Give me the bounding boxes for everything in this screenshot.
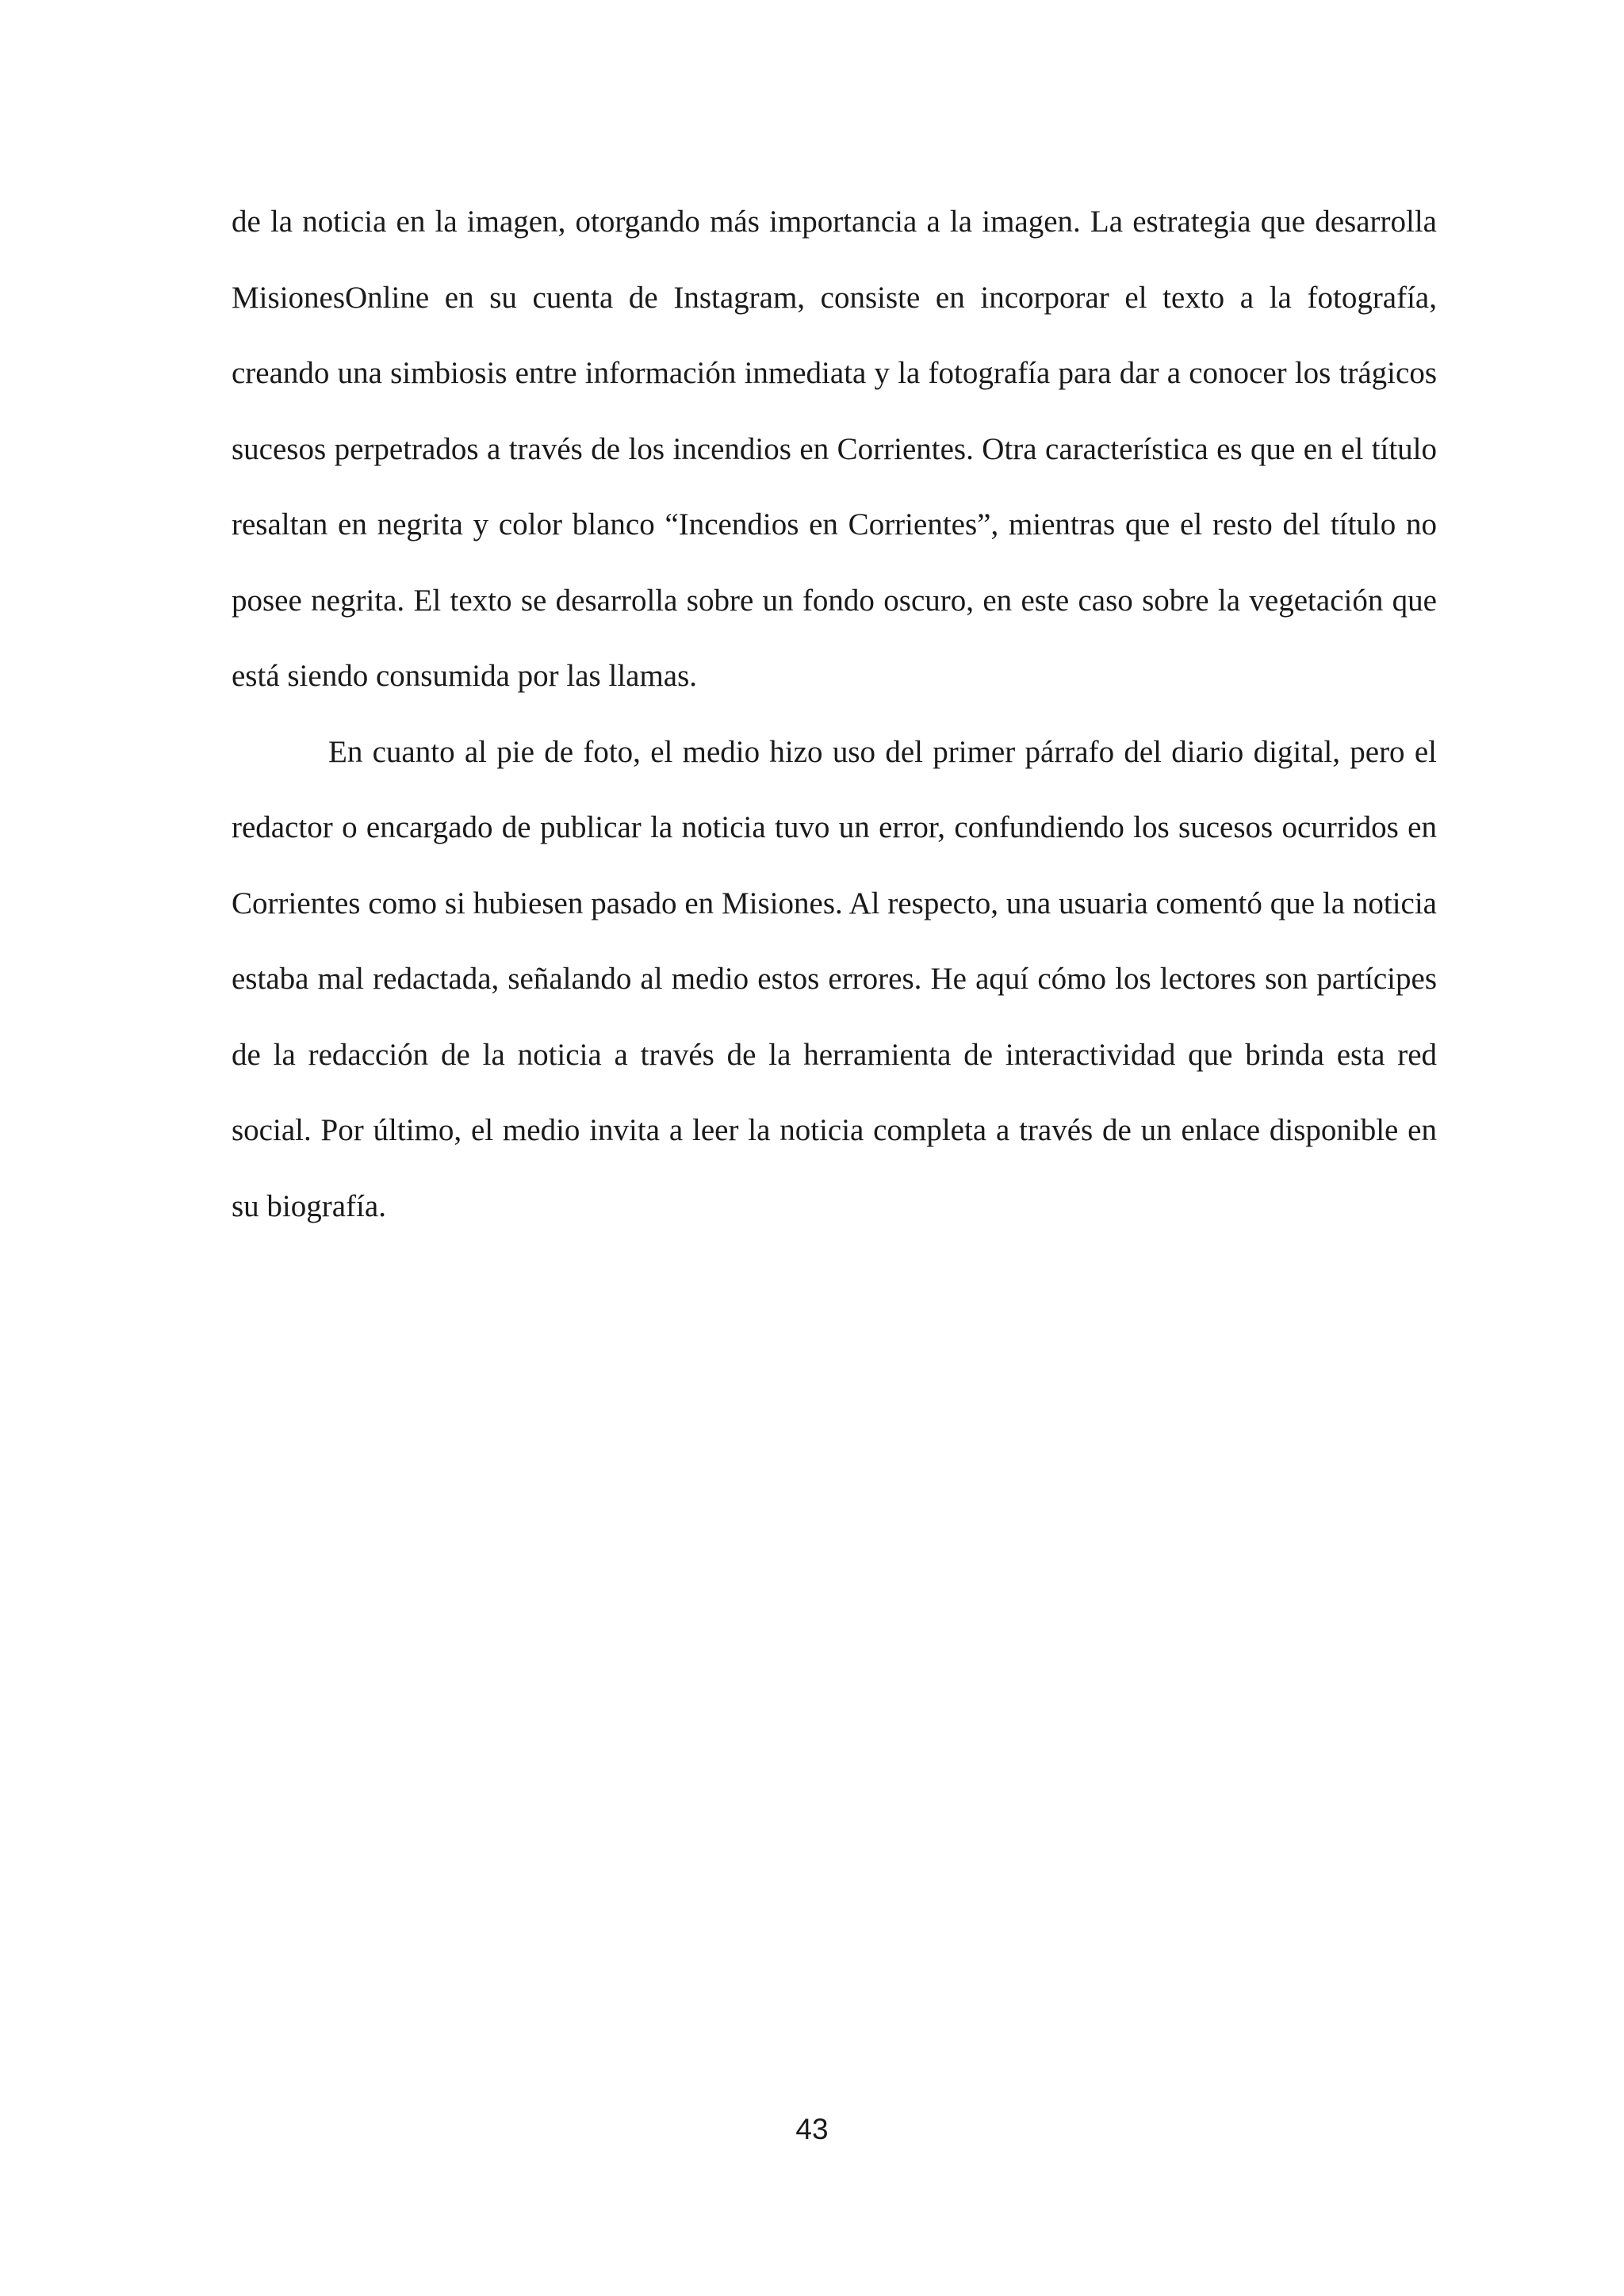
body-text [232, 184, 1437, 1244]
page-number: 43 [795, 2113, 829, 2145]
paragraph-continuation: de la noticia en la imagen, otorgando más importancia a la imagen. La estrategia que desarrolla MisionesOnline en su cuenta de Instagram, consiste en incorporar el texto a la fotografía, creando una simbiosis entre información inmediata y la fotografía para dar a conocer los trágicos sucesos perpetrados a través de los incendios en Corrientes. Otra característica es que en el título resaltan en negrita y color blanco “Incendios en Corrientes”, mientras que el resto del título no posee negrita. El texto se desarrolla sobre un fondo oscuro, en este caso sobre la vegetación que está siendo consumida por las llamas. [232, 205, 1437, 693]
paragraph-caption-analysis: En cuanto al pie de foto, el medio hizo uso del primer párrafo del diario digital, pero el redactor o encargado de publicar la noticia tuvo un error, confundiendo los sucesos ocurridos en Corrientes como si hubiesen pasado en Misiones. Al respecto, una usuaria comentó que la noticia estaba mal redactada, señalando al medio estos errores. He aquí cómo los lectores son partícipes de la redacción de la noticia a través de la herramienta de interactividad que brinda esta red social. Por último, el medio invita a leer la noticia completa a través de un enlace disponible en su biografía. [232, 734, 1437, 1223]
